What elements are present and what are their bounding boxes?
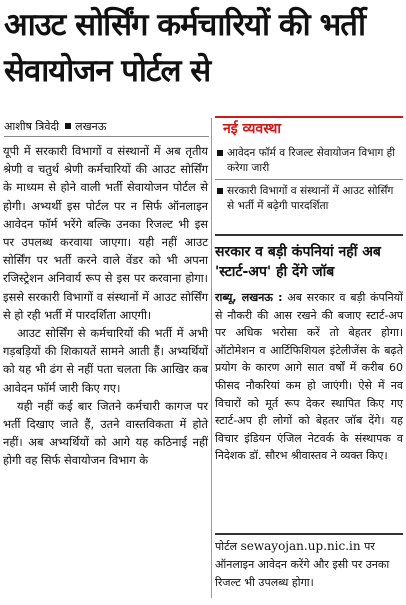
byline (4, 118, 209, 137)
story2-dateline: राब्यू, लखनऊ : (215, 291, 283, 304)
divider (215, 533, 403, 535)
square-bullet-icon (65, 123, 71, 129)
story2-body (215, 289, 403, 465)
sidebar-tag (215, 116, 403, 140)
article-paragraph: आउट सोर्सिंग से कर्मचारियों की भर्ती में अभी गड़बड़ियों की शिकायतें सामने आती हैं। अभ्यर्थियों को यह भी ढंग से नहीं पता चलता कि आखिर कब आवेदन फॉर्म जारी किए गए। (3, 326, 208, 395)
story2-text: अब सरकार व बड़ी कंपनियों से नौकरी की आस रखने की बजाए स्टार्ट-अप पर अधिक भरोसा करें तो बेहतर होगा। ऑटोमेशन व आर्टिफिशियल इंटेलीजेंस के बढ़ते प्रयोग के कारण आगे सात वर्षों में करीब 60 फीसद नौकरियां कम हो जाएंगी। ऐसे में नव विचारों को मूर्त रूप देकर स्थापित किए गए स्टार्ट-अप ही लोगों को बेहतर जॉब देंगे। यह विचार इंडियन एंजिल नेटवर्क के संस्थापक व निदेशक डॉ. सौरभ श्रीवास्तव ने व्यक्त किए। (215, 291, 403, 463)
byline-place: लखनऊ (75, 120, 107, 133)
main-article-body (3, 142, 208, 470)
column-divider (211, 118, 212, 598)
portal-prefix: पोर्टल (215, 540, 238, 553)
portal-text: पर ऑनलाइन आवेदन करेंगे और इसी पर उनका रिजल्ट भी उपलब्ध होगा। (215, 540, 390, 589)
portal-note (215, 537, 403, 592)
headline: आउट सोर्सिंग कर्मचारियों की भर्ती सेवायोजन पोर्टल से (4, 7, 365, 89)
byline-author: आशीष त्रिवेदी (4, 120, 60, 133)
story2-headline: सरकार व बड़ी कंपनियां नहीं अब 'स्टार्ट-अप' ही देंगे जॉब (215, 244, 381, 280)
sidebar-tag-label: नई व्यवस्था (223, 121, 281, 137)
sidebar-bullet: आवेदन फॉर्म व रिजल्ट सेवायोजन विभाग ही करेगा जारी (215, 146, 403, 176)
portal-url: sewayojan.up.nic.in (240, 539, 361, 553)
article-paragraph: यूपी में सरकारी विभागों व संस्थानों में अब तृतीय श्रेणी व चतुर्थ श्रेणी कर्मचारियों की आउट सोर्सिंग के माध्यम से होने वाली भर्ती सेवायोजन पोर्टल से होगी। अभ्यर्थी इस पोर्टल पर न सिर्फ ऑनलाइन आवेदन फॉर्म भरेंगे बल्कि उनका रिजल्ट भी इस पर उपलब्ध करवाया जाएगा। यही नहीं आउट सोर्सिंग पर भर्ती करने वाले वेंडर को भी अपना रजिस्ट्रेशन अनिवार्य रूप से इस पर करवाना होगा। इससे सरकारी विभागों व संस्थानों में आउट सोर्सिंग से हो रही भर्ती में पारदर्शिता आएगी। (3, 144, 208, 322)
sidebar-bullet: सरकारी विभागों व संस्थानों में आउट सोर्सिंग से भर्ती में बढ़ेगी पारदर्शिता (215, 184, 403, 214)
divider (215, 179, 403, 180)
article-paragraph: यही नहीं कई बार जितने कर्मचारी कागज पर भर्ती दिखाए जाते हैं, उतने वास्तविकता में होते नहीं। अब अभ्यर्थियों को आगे यह कठिनाई नहीं होगी वह सिर्फ सेवायोजन विभाग के (3, 398, 208, 468)
divider (215, 234, 403, 236)
